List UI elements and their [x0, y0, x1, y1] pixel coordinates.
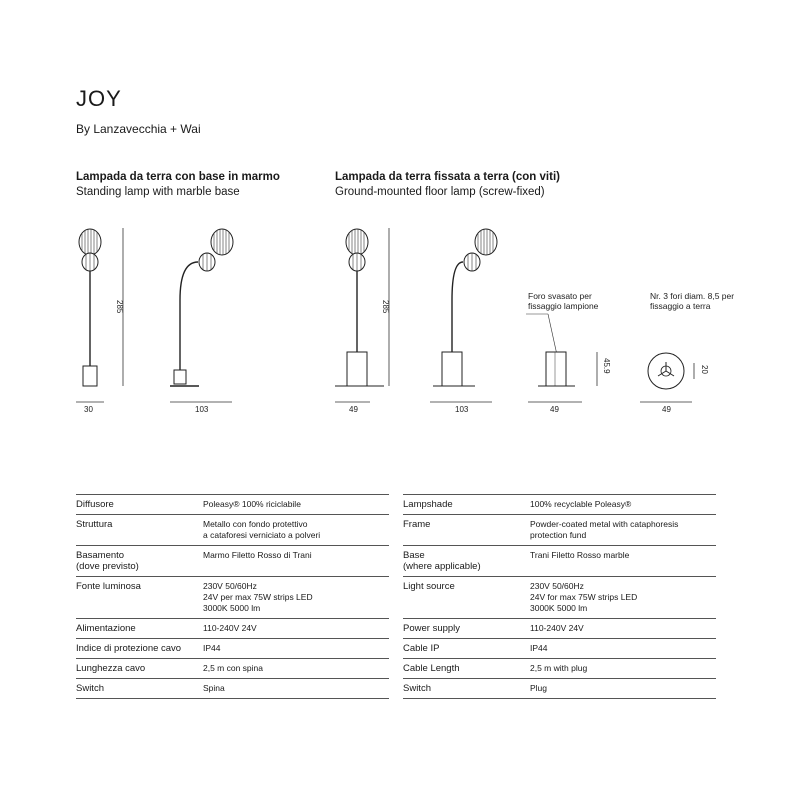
note-foro: Foro svasato per fissaggio lampione: [528, 291, 599, 311]
dim-width-5: 49: [550, 405, 559, 414]
spec-key: Power supply: [403, 623, 461, 634]
spec-value: IP44: [203, 643, 221, 653]
spec-key: Basamento (dove previsto): [76, 550, 139, 572]
dim-width-6: 49: [662, 405, 671, 414]
lamp-curved-ground: [430, 229, 497, 402]
spec-row: [403, 546, 716, 577]
spec-row: [76, 679, 389, 699]
spec-row: [403, 577, 716, 619]
spec-key: Diffusore: [76, 499, 114, 510]
spec-value: 110-240V 24V: [530, 623, 584, 633]
spec-row: [76, 495, 389, 515]
dim-plate-height: 20: [700, 365, 709, 374]
spec-key: Alimentazione: [76, 623, 136, 634]
spec-key: Switch: [76, 683, 104, 694]
spec-row: [76, 515, 389, 546]
spec-key: Lunghezza cavo: [76, 663, 146, 674]
note-fori: Nr. 3 fori diam. 8,5 per fissaggio a terra: [650, 291, 735, 311]
spec-table-en: [403, 494, 716, 699]
spec-row: [403, 515, 716, 546]
section-marble-title-it: Lampada da terra con base in marmo: [76, 171, 280, 183]
spec-key: Frame: [403, 519, 431, 530]
spec-row: [403, 495, 716, 515]
spec-value: IP44: [530, 643, 548, 653]
plate-top-view: [640, 353, 694, 402]
spec-row: [403, 659, 716, 679]
spec-row: [76, 619, 389, 639]
spec-row: [403, 639, 716, 659]
spec-row: [403, 619, 716, 639]
spec-value: 100% recyclable Poleasy®: [530, 499, 632, 509]
spec-value: Metallo con fondo protettivo a cataforesi verniciato a polveri: [203, 519, 321, 540]
spec-key: Switch: [403, 683, 431, 694]
spec-value: 110-240V 24V: [203, 623, 257, 633]
dim-width-1: 30: [84, 405, 93, 414]
spec-value: Plug: [530, 683, 548, 693]
spec-value: Trani Filetto Rosso marble: [530, 550, 630, 560]
designer-credit: By Lanzavecchia + Wai: [76, 122, 201, 136]
spec-value: 2,5 m with plug: [530, 663, 588, 673]
section-ground-title-en: Ground-mounted floor lamp (screw-fixed): [335, 186, 545, 198]
spec-row: [76, 546, 389, 577]
spec-row: [76, 659, 389, 679]
product-title: JOY: [76, 86, 122, 111]
spec-value: 2,5 m con spina: [203, 663, 264, 673]
spec-row: [76, 577, 389, 619]
spec-key: Cable Length: [403, 663, 460, 674]
spec-key: Struttura: [76, 519, 113, 530]
dim-width-2: 103: [195, 405, 209, 414]
spec-value: 230V 50/60Hz 24V for max 75W strips LED 3000K 5000 lm: [530, 581, 638, 613]
spec-key: Indice di protezione cavo: [76, 643, 182, 654]
spec-key: Base (where applicable): [403, 550, 481, 572]
spec-table-it: [76, 494, 389, 699]
lamp-straight-ground: [335, 228, 389, 402]
dim-width-4: 103: [455, 405, 469, 414]
spec-row: [403, 679, 716, 699]
section-marble-title-en: Standing lamp with marble base: [76, 186, 240, 198]
lamp-curved-marble: [170, 229, 233, 402]
spec-value: Marmo Filetto Rosso di Trani: [203, 550, 312, 560]
dim-height-1: 285: [115, 300, 124, 314]
spec-key: Light source: [403, 581, 455, 592]
spec-key: Lampshade: [403, 499, 453, 510]
spec-key: Fonte luminosa: [76, 581, 141, 592]
spec-value: Powder-coated metal with cataphoresis protection fund: [530, 519, 679, 540]
lamp-straight-marble: [76, 228, 123, 402]
section-ground-title-it: Lampada da terra fissata a terra (con viti): [335, 171, 560, 183]
dim-height-2: 285: [381, 300, 390, 314]
spec-row: [76, 639, 389, 659]
dim-base-height: 45.9: [602, 358, 611, 374]
spec-value: Poleasy® 100% riciclabile: [203, 499, 301, 509]
dim-width-3: 49: [349, 405, 358, 414]
spec-value: Spina: [203, 683, 225, 693]
spec-value: 230V 50/60Hz 24V per max 75W strips LED 3000K 5000 lm: [203, 581, 313, 613]
base-detail-drawing: [526, 314, 597, 402]
spec-key: Cable IP: [403, 643, 440, 654]
